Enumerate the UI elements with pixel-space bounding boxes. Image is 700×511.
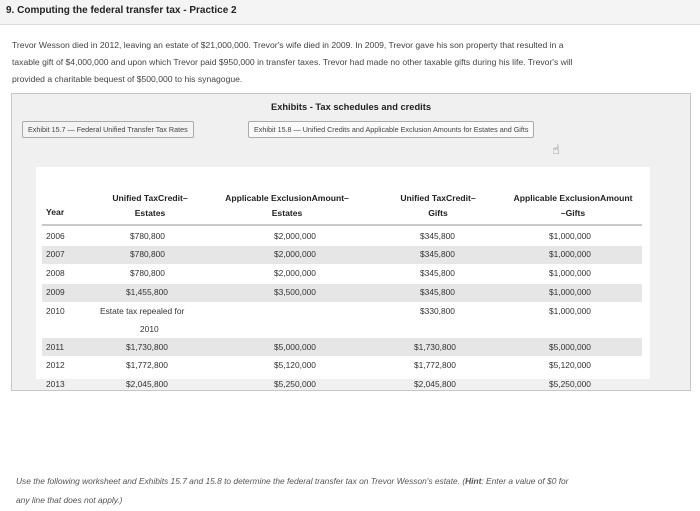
cell-year: 2010 — [46, 306, 65, 316]
cell-year: 2013 — [46, 379, 65, 389]
cell-exclusion-gifts: $1,000,000 — [549, 268, 591, 278]
problem-line: provided a charitable bequest of $500,000 to his synagogue. — [12, 74, 243, 84]
cell-year: 2008 — [46, 268, 65, 278]
cell-exclusion-estates: $5,000,000 — [274, 342, 316, 352]
instructions-line1 — [16, 472, 688, 491]
instructions-text-end: : Enter a value of $0 for — [481, 476, 569, 486]
header-year: Year — [46, 207, 65, 217]
cell-exclusion-gifts: $1,000,000 — [549, 306, 591, 316]
cell-credit-estates: $1,455,800 — [126, 287, 168, 297]
cell-year: 2006 — [46, 231, 65, 241]
cell-exclusion-estates: $2,000,000 — [274, 231, 316, 241]
pointer-hand-icon: ☝ — [552, 142, 560, 157]
cell-credit-gifts: $345,800 — [420, 231, 455, 241]
header-exclusion-gifts — [498, 193, 648, 218]
cell-exclusion-estates: $2,000,000 — [274, 268, 316, 278]
cell-credit-estates: $1,730,800 — [126, 342, 168, 352]
cell-credit-gifts: $1,730,800 — [414, 342, 456, 352]
problem-line: Trevor Wesson died in 2012, leaving an estate of $21,000,000. Trevor's wife died in 2009. In 2009, Trevor gave his son property that resulted in a — [12, 40, 564, 50]
header-credit-estates-line2: Estates — [134, 208, 166, 218]
header-credit-gifts-line1: Unified TaxCredit– — [400, 193, 476, 203]
exhibits-panel — [11, 93, 691, 391]
cell-exclusion-gifts: $5,120,000 — [549, 360, 591, 370]
exhibits-title: Exhibits - Tax schedules and credits — [271, 102, 431, 112]
cell-exclusion-estates: $5,250,000 — [274, 379, 316, 389]
cell-exclusion-gifts: $5,250,000 — [549, 379, 591, 389]
cell-credit-gifts: $345,800 — [420, 249, 455, 259]
cell-exclusion-estates: $2,000,000 — [274, 249, 316, 259]
cell-exclusion-estates: $3,500,000 — [274, 287, 316, 297]
question-header — [0, 0, 700, 25]
cell-credit-estates: $1,772,800 — [126, 360, 168, 370]
cell-exclusion-estates: $5,120,000 — [274, 360, 316, 370]
cell-credit-estates-repealed: Estate tax repealed for — [100, 306, 185, 316]
header-exclusion-estates-line1: Applicable ExclusionAmount– — [225, 193, 349, 203]
unified-credits-table — [36, 167, 650, 389]
header-credit-gifts — [381, 193, 495, 218]
cell-credit-estates: $780,800 — [130, 249, 165, 259]
cell-exclusion-gifts: $1,000,000 — [549, 231, 591, 241]
tab-exhibit-15-8[interactable]: Exhibit 15.8 — Unified Credits and Applicable Exclusion Amounts for Estates and Gifts — [248, 121, 534, 138]
instructions-line2: any line that does not apply.) — [16, 495, 123, 505]
cell-year: 2007 — [46, 249, 65, 259]
cell-credit-gifts: $1,772,800 — [414, 360, 456, 370]
problem-statement — [12, 37, 688, 88]
cell-year: 2009 — [46, 287, 65, 297]
problem-line: taxable gift of $4,000,000 and upon which Trevor paid $950,000 in transfer taxes. Trevor had made no other taxable gifts during his life. Trevor's will — [12, 57, 573, 67]
instructions-text: Use the following worksheet and Exhibits 15.7 and 15.8 to determine the federal transfer tax on Trevor Wesson's estate. ( — [16, 476, 466, 486]
cell-credit-gifts: $2,045,800 — [414, 379, 456, 389]
header-exclusion-gifts-line1: Applicable ExclusionAmount — [513, 193, 633, 203]
hint-label: Hint — [465, 476, 482, 486]
cell-year: 2011 — [46, 342, 65, 352]
header-exclusion-gifts-line2: –Gifts — [560, 208, 586, 218]
cell-credit-estates: $780,800 — [130, 231, 165, 241]
header-exclusion-estates — [212, 193, 362, 218]
cell-exclusion-gifts: $1,000,000 — [549, 249, 591, 259]
header-credit-estates — [94, 193, 206, 218]
cell-credit-gifts: $330,800 — [420, 306, 455, 316]
cell-credit-gifts: $345,800 — [420, 268, 455, 278]
cell-credit-estates: $780,800 — [130, 268, 165, 278]
worksheet-instructions — [16, 472, 688, 510]
header-exclusion-estates-line2: Estates — [271, 208, 303, 218]
cell-credit-estates-repealed-year: 2010 — [140, 324, 159, 334]
header-divider — [42, 224, 642, 226]
cell-exclusion-gifts: $1,000,000 — [549, 287, 591, 297]
cell-credit-gifts: $345,800 — [420, 287, 455, 297]
cell-exclusion-gifts: $5,000,000 — [549, 342, 591, 352]
question-title: 9. Computing the federal transfer tax - Practice 2 — [6, 5, 237, 16]
cell-credit-estates: $2,045,800 — [126, 379, 168, 389]
header-credit-gifts-line2: Gifts — [428, 208, 448, 218]
header-credit-estates-line1: Unified TaxCredit– — [112, 193, 188, 203]
tab-exhibit-15-7[interactable]: Exhibit 15.7 — Federal Unified Transfer Tax Rates — [22, 121, 194, 138]
cell-year: 2012 — [46, 360, 65, 370]
